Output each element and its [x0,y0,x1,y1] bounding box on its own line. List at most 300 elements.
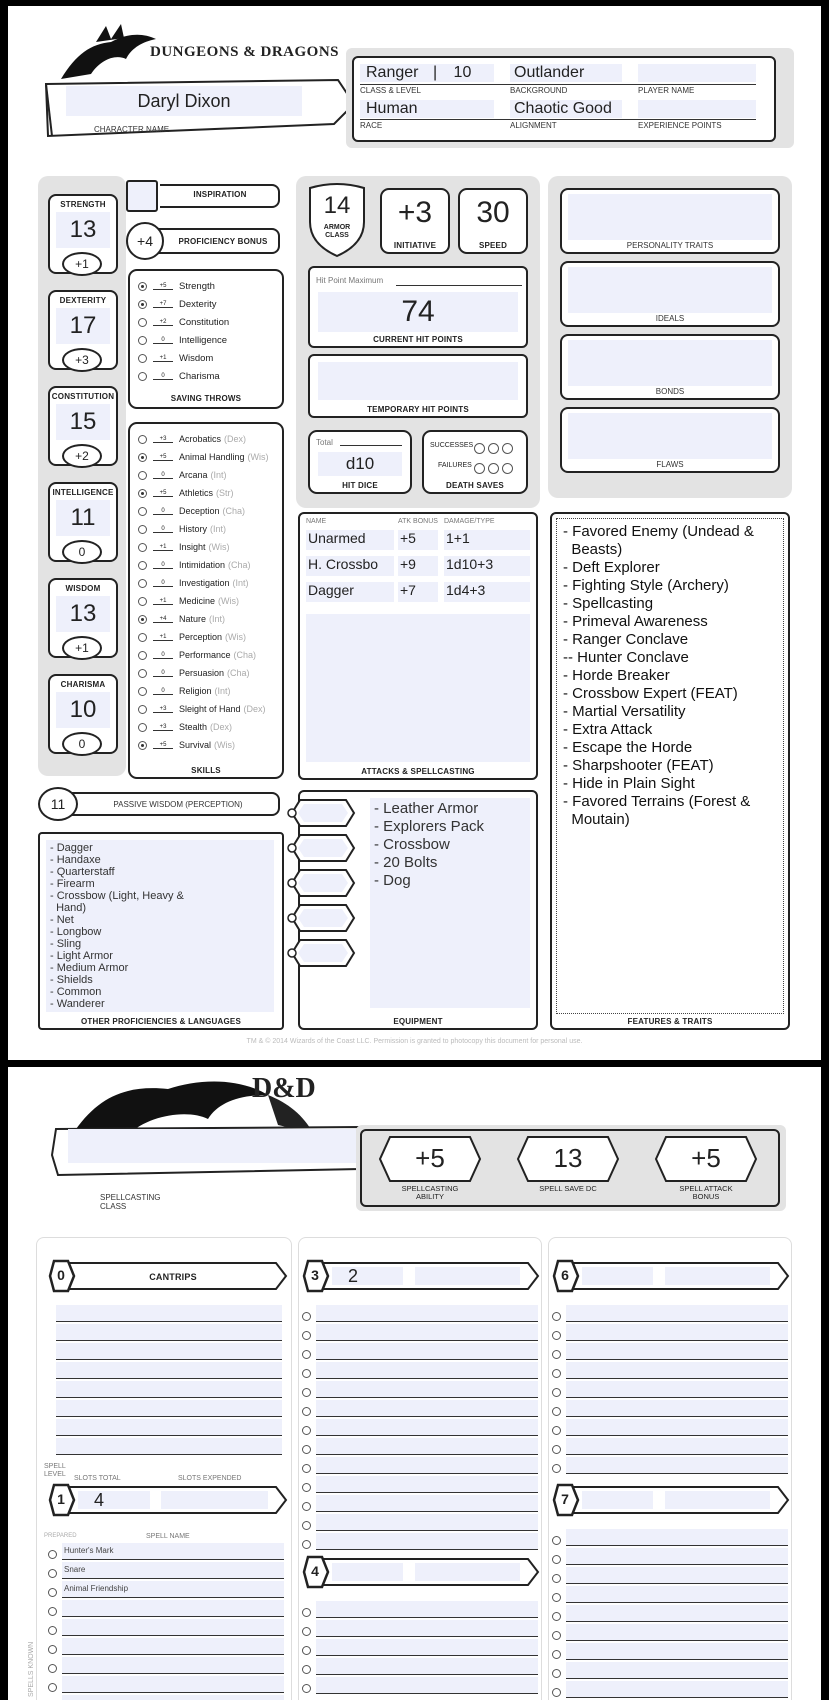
spell-name-field[interactable]: Hunter's Mark [62,1543,284,1560]
proficiency-bonus-value[interactable]: +4 [126,222,164,260]
coin-hex-icon [286,833,356,863]
spell-name-field[interactable] [62,1657,284,1674]
prepared-circle[interactable] [302,1627,311,1636]
proficiency-circle[interactable] [138,372,147,381]
spell-name-field[interactable] [316,1658,538,1675]
spell-name-field[interactable] [316,1457,538,1474]
passive-wisdom [38,787,284,821]
success-circle[interactable] [488,443,499,454]
attack-damage[interactable]: 1+1 [444,530,530,550]
spell-line[interactable] [552,1400,788,1419]
ability-score[interactable]: 10 [56,692,110,728]
spell-name-field[interactable] [566,1438,788,1455]
ability-modifier[interactable]: 0 [62,540,102,564]
spell-save-dc-value[interactable]: 13 [553,1143,583,1173]
failure-circle[interactable] [488,463,499,474]
prepared-circle[interactable] [48,1664,57,1673]
spell-line[interactable] [552,1662,788,1681]
spell-name-field[interactable] [566,1381,788,1398]
slots-total-field[interactable]: 4 [78,1491,150,1509]
proficiency-circle[interactable] [138,354,147,363]
spell-line[interactable] [302,1438,538,1457]
spellcasting-ability-value[interactable]: +5 [415,1143,445,1173]
experience-field[interactable] [638,100,756,118]
hit-dice-box [308,430,412,494]
death-saves-successes-label: SUCCESSES [430,442,474,449]
ability-score[interactable]: 15 [56,404,110,440]
attack-bonus[interactable]: +9 [398,556,438,576]
proficiency-circle[interactable] [138,282,147,291]
saving-throw-mod[interactable]: +5 [153,283,173,290]
proficiency-circle[interactable] [138,741,147,750]
spell-name-field[interactable] [316,1495,538,1512]
success-circle[interactable] [474,443,485,454]
logo-text: DUNGEONS & DRAGONS [150,44,340,60]
prepared-circle[interactable] [302,1331,311,1340]
spell-level-label: SPELL LEVEL [44,1463,66,1478]
spell-name-field[interactable] [566,1343,788,1360]
proficiency-circle[interactable] [138,687,147,696]
spell-name-field[interactable] [316,1601,538,1618]
prepared-circle[interactable] [302,1388,311,1397]
prepared-circle[interactable] [302,1464,311,1473]
spell-line[interactable] [302,1419,538,1438]
prepared-circle[interactable] [302,1608,311,1617]
skill-mod[interactable]: +1 [153,634,173,641]
proficiency-item: - Crossbow (Light, Heavy & [50,890,184,902]
spell-name-field[interactable] [566,1681,788,1698]
attack-name[interactable]: Dagger [306,582,394,602]
spell-line[interactable] [48,1676,284,1695]
spell-name-field[interactable] [316,1305,538,1322]
spell-line[interactable] [302,1677,538,1696]
proficiency-circle[interactable] [138,300,147,309]
prepared-circle[interactable] [48,1645,57,1654]
features-field[interactable] [556,518,784,1014]
ability-name: DEXTERITY [59,296,107,305]
race-field[interactable]: Human [360,100,494,118]
spell-name-field[interactable]: Snare [62,1562,284,1579]
prepared-circle[interactable] [302,1426,311,1435]
attack-bonus[interactable]: +5 [398,530,438,550]
spell-line[interactable] [552,1529,788,1548]
header-box [352,56,776,142]
spell-name-field[interactable] [316,1324,538,1341]
prepared-circle[interactable] [552,1407,561,1416]
saving-throw-mod[interactable]: 0 [153,373,173,380]
spell-name-field[interactable] [566,1605,788,1622]
proficiency-circle[interactable] [138,579,147,588]
saving-throw-mod[interactable]: +1 [153,355,173,362]
failure-circle[interactable] [502,463,513,474]
spell-name-field[interactable] [316,1419,538,1436]
attack-damage[interactable]: 1d10+3 [444,556,530,576]
spell-line[interactable] [302,1495,538,1514]
spell-line[interactable] [48,1600,284,1619]
spell-name-field[interactable] [566,1400,788,1417]
spell-name-field[interactable] [566,1662,788,1679]
level-1-header [48,1481,288,1519]
slots-expended-field[interactable] [161,1491,268,1509]
armor-class-value[interactable]: 14 [323,192,351,219]
skill-mod[interactable]: 0 [153,526,173,533]
spell-name-field[interactable] [566,1567,788,1584]
prepared-circle[interactable] [552,1631,561,1640]
proficiency-circle[interactable] [138,561,147,570]
prepared-circle[interactable] [302,1445,311,1454]
proficiency-circle[interactable] [138,669,147,678]
prepared-circle[interactable] [552,1350,561,1359]
proficiency-circle[interactable] [138,633,147,642]
skill-mod[interactable]: +1 [153,598,173,605]
coin-slot[interactable] [286,798,356,828]
spell-name-field[interactable] [316,1476,538,1493]
spell-name-field[interactable]: Animal Friendship [62,1581,284,1598]
saving-throw-mod[interactable]: +7 [153,301,173,308]
slots-expended-field[interactable] [665,1267,770,1285]
slots-total-field[interactable] [582,1491,653,1509]
skill-mod[interactable]: 0 [153,472,173,479]
spell-line[interactable] [48,1581,284,1600]
spell-name-field[interactable] [62,1619,284,1636]
personality-box [560,188,780,254]
personality-field[interactable] [568,340,772,386]
prepared-circle[interactable] [302,1665,311,1674]
prepared-circle[interactable] [552,1445,561,1454]
spell-line[interactable] [302,1658,538,1677]
spell-line[interactable] [552,1605,788,1624]
skill-mod[interactable]: +5 [153,490,173,497]
temp-hp-value[interactable] [318,362,518,400]
spell-line[interactable] [56,1324,282,1343]
prepared-circle[interactable] [302,1684,311,1693]
skill-mod[interactable]: +5 [153,454,173,461]
spell-line[interactable] [552,1681,788,1700]
spell-line[interactable] [552,1381,788,1400]
slots-total-field[interactable]: 2 [332,1267,403,1285]
prepared-circle[interactable] [552,1312,561,1321]
spell-name-field[interactable] [316,1514,538,1531]
spell-line[interactable] [552,1624,788,1643]
skill-mod[interactable]: +5 [153,742,173,749]
spell-line[interactable] [552,1324,788,1343]
other-proficiencies-field[interactable] [46,840,274,1012]
spell-line[interactable] [552,1586,788,1605]
spell-line[interactable] [552,1305,788,1324]
spell-line[interactable] [48,1562,284,1581]
passive-wisdom-label: PASSIVE WISDOM (PERCEPTION) [113,800,243,809]
background-field[interactable]: Outlander [510,64,622,82]
spell-line[interactable] [56,1381,282,1400]
spell-name-field[interactable] [62,1638,284,1655]
spell-name-field[interactable] [566,1643,788,1660]
skill-row [138,538,286,556]
class-level-field[interactable] [360,64,494,82]
prepared-circle[interactable] [302,1312,311,1321]
skill-mod[interactable]: +3 [153,724,173,731]
spell-name-field[interactable] [56,1362,282,1379]
coin-hex-icon [286,938,356,968]
feature-item: - Horde Breaker [563,667,670,684]
proficiency-circle[interactable] [138,615,147,624]
hit-dice-value[interactable]: d10 [318,452,402,476]
attack-name-header: NAME [306,518,327,525]
spell-line[interactable] [552,1457,788,1476]
spell-name-field[interactable] [56,1381,282,1398]
spell-name-field[interactable] [566,1324,788,1341]
spell-name-field[interactable] [316,1400,538,1417]
skill-mod[interactable]: 0 [153,580,173,587]
prepared-circle[interactable] [48,1569,57,1578]
spell-name-field[interactable] [566,1419,788,1436]
proficiency-circle[interactable] [138,723,147,732]
prepared-circle[interactable] [552,1369,561,1378]
proficiency-circle[interactable] [138,318,147,327]
proficiency-item: - Medium Armor [50,962,129,974]
attacks-box [298,512,538,780]
skill-ability: (Dex) [224,434,247,444]
attack-bonus[interactable]: +7 [398,582,438,602]
spell-line[interactable] [56,1362,282,1381]
prepared-circle[interactable] [552,1593,561,1602]
slots-expended-field[interactable] [665,1491,770,1509]
coin-slot[interactable] [286,903,356,933]
prepared-circle[interactable] [552,1688,561,1697]
slots-total-field[interactable] [582,1267,653,1285]
ability-name: WISDOM [65,584,101,593]
proficiency-item: - Shields [50,974,93,986]
skill-mod[interactable]: +3 [153,436,173,443]
success-circle[interactable] [502,443,513,454]
prepared-circle[interactable] [552,1388,561,1397]
ability-modifier[interactable]: +1 [62,252,102,276]
personality-field[interactable] [568,413,772,459]
spell-name-field[interactable] [316,1438,538,1455]
prepared-circle[interactable] [302,1646,311,1655]
ability-score[interactable]: 17 [56,308,110,344]
spell-line[interactable] [552,1362,788,1381]
proficiency-circle[interactable] [138,525,147,534]
spell-name-field[interactable] [316,1381,538,1398]
spell-line[interactable] [302,1639,538,1658]
prepared-circle[interactable] [302,1540,311,1549]
prepared-circle[interactable] [48,1588,57,1597]
prepared-circle[interactable] [48,1550,57,1559]
spell-name-field[interactable] [62,1676,284,1693]
spell-level-number: 1 [57,1491,65,1507]
skill-mod[interactable]: +1 [153,544,173,551]
proficiency-circle[interactable] [138,507,147,516]
attack-name[interactable]: H. Crossbo [306,556,394,576]
prepared-circle[interactable] [302,1407,311,1416]
spell-name-field[interactable] [566,1362,788,1379]
prepared-circle[interactable] [48,1626,57,1635]
spell-line[interactable] [56,1305,282,1324]
skill-mod[interactable]: 0 [153,508,173,515]
prepared-circle[interactable] [552,1612,561,1621]
spell-name-field[interactable] [566,1586,788,1603]
ability-modifier[interactable]: +1 [62,636,102,660]
prepared-circle[interactable] [552,1426,561,1435]
spell-line[interactable] [48,1657,284,1676]
spell-line[interactable] [48,1695,284,1700]
skill-row [138,466,286,484]
spell-line[interactable] [48,1619,284,1638]
skill-mod[interactable]: 0 [153,688,173,695]
spell-name-field[interactable] [56,1419,282,1436]
spell-line[interactable] [552,1419,788,1438]
alignment-field[interactable]: Chaotic Good [510,100,622,118]
spell-name-field[interactable] [316,1343,538,1360]
skill-ability: (Wis) [208,542,230,552]
skill-mod[interactable]: 0 [153,562,173,569]
coin-slot[interactable] [286,938,356,968]
slots-expended-field[interactable] [415,1563,520,1581]
hp-max-field[interactable] [396,274,522,286]
coin-slot[interactable] [286,833,356,863]
current-hp-value[interactable]: 74 [318,292,518,332]
ability-score[interactable]: 13 [56,596,110,632]
spell-line[interactable] [302,1305,538,1324]
proficiency-circle[interactable] [138,435,147,444]
skill-mod[interactable]: +4 [153,616,173,623]
prepared-circle[interactable] [48,1683,57,1692]
prepared-circle[interactable] [302,1521,311,1530]
spellcasting-class-field[interactable] [68,1129,358,1163]
spell-line[interactable] [302,1324,538,1343]
spell-line[interactable] [552,1343,788,1362]
prepared-circle[interactable] [552,1669,561,1678]
race-label: RACE [360,121,383,130]
spell-line[interactable] [302,1362,538,1381]
spell-line[interactable] [552,1643,788,1662]
ability-modifier[interactable]: 0 [62,732,102,756]
spell-line[interactable] [552,1567,788,1586]
attack-name[interactable]: Unarmed [306,530,394,550]
proficiency-circle[interactable] [138,705,147,714]
attack-damage[interactable]: 1d4+3 [444,582,530,602]
spell-line[interactable] [56,1400,282,1419]
spell-line[interactable] [56,1438,282,1457]
spell-name-field[interactable] [56,1305,282,1322]
equipment-item: - Leather Armor [374,800,479,817]
spell-attack-bonus-value[interactable]: +5 [691,1143,721,1173]
spell-name-field[interactable] [566,1457,788,1474]
proficiency-circle[interactable] [138,651,147,660]
spell-line[interactable] [552,1548,788,1567]
attacks-notes-field[interactable] [306,614,530,762]
proficiency-circle[interactable] [138,489,147,498]
ability-modifier[interactable]: +2 [62,444,102,468]
spell-line[interactable] [302,1620,538,1639]
spell-name-field[interactable] [56,1438,282,1455]
spell-line[interactable] [56,1419,282,1438]
spell-name-field[interactable] [566,1529,788,1546]
spell-name-field[interactable] [316,1639,538,1656]
ability-modifier[interactable]: +3 [62,348,102,372]
equipment-field[interactable] [370,798,530,1008]
spell-name-field[interactable] [566,1305,788,1322]
inspiration-box[interactable] [126,180,158,212]
spell-name-field[interactable] [316,1677,538,1694]
spell-name-field[interactable] [316,1533,538,1550]
attack-damage-header: DAMAGE/TYPE [444,518,495,525]
spell-line[interactable] [302,1381,538,1400]
prepared-circle[interactable] [552,1464,561,1473]
spell-line[interactable] [48,1638,284,1657]
personality-field[interactable] [568,267,772,313]
spell-line[interactable] [48,1543,284,1562]
spell-name-field[interactable] [56,1400,282,1417]
spell-line[interactable] [302,1533,538,1552]
cantrips-label: CANTRIPS [149,1272,197,1282]
proficiency-circle[interactable] [138,543,147,552]
ability-score[interactable]: 11 [56,500,110,536]
equipment-item: - Dog [374,872,411,889]
spell-name-field[interactable] [62,1600,284,1617]
skill-mod[interactable]: 0 [153,670,173,677]
prepared-circle[interactable] [552,1536,561,1545]
saving-throw-mod[interactable]: 0 [153,337,173,344]
prepared-circle[interactable] [302,1350,311,1359]
prepared-circle[interactable] [552,1555,561,1564]
proficiency-bonus [126,222,284,258]
spell-name-field[interactable] [62,1695,284,1700]
character-name-field[interactable] [66,86,302,116]
prepared-circle[interactable] [552,1331,561,1340]
spell-line[interactable] [302,1400,538,1419]
spell-line[interactable] [302,1514,538,1533]
prepared-circle[interactable] [302,1369,311,1378]
spell-name-field[interactable] [316,1362,538,1379]
ability-score[interactable]: 13 [56,212,110,248]
saving-throw-mod[interactable]: +2 [153,319,173,326]
personality-field[interactable] [568,194,772,240]
spell-name-field[interactable] [56,1324,282,1341]
spell-line[interactable] [302,1601,538,1620]
prepared-circle[interactable] [302,1502,311,1511]
spell-name-field[interactable] [566,1548,788,1565]
prepared-circle[interactable] [302,1483,311,1492]
speed-value[interactable]: 30 [476,196,510,229]
spell-line[interactable] [552,1438,788,1457]
initiative-value[interactable]: +3 [397,196,433,229]
spell-name-field[interactable] [566,1624,788,1641]
slots-expended-field[interactable] [415,1267,520,1285]
coin-slot[interactable] [286,868,356,898]
spell-line[interactable] [302,1457,538,1476]
passive-wisdom-value[interactable]: 11 [38,787,78,821]
skill-ability: (Dex) [210,722,233,732]
skill-mod[interactable]: +3 [153,706,173,713]
player-name-field[interactable] [638,64,756,82]
failure-circle[interactable] [474,463,485,474]
slots-total-field[interactable] [332,1563,403,1581]
spell-line[interactable] [56,1343,282,1362]
spell-line[interactable] [302,1476,538,1495]
proficiency-circle[interactable] [138,597,147,606]
spell-line[interactable] [302,1343,538,1362]
spell-name-field[interactable] [56,1343,282,1360]
prepared-circle[interactable] [48,1607,57,1616]
proficiency-circle[interactable] [138,471,147,480]
spell-name-field[interactable] [316,1620,538,1637]
proficiency-circle[interactable] [138,453,147,462]
prepared-circle[interactable] [552,1650,561,1659]
skill-mod[interactable]: 0 [153,652,173,659]
proficiency-circle[interactable] [138,336,147,345]
prepared-circle[interactable] [552,1574,561,1583]
